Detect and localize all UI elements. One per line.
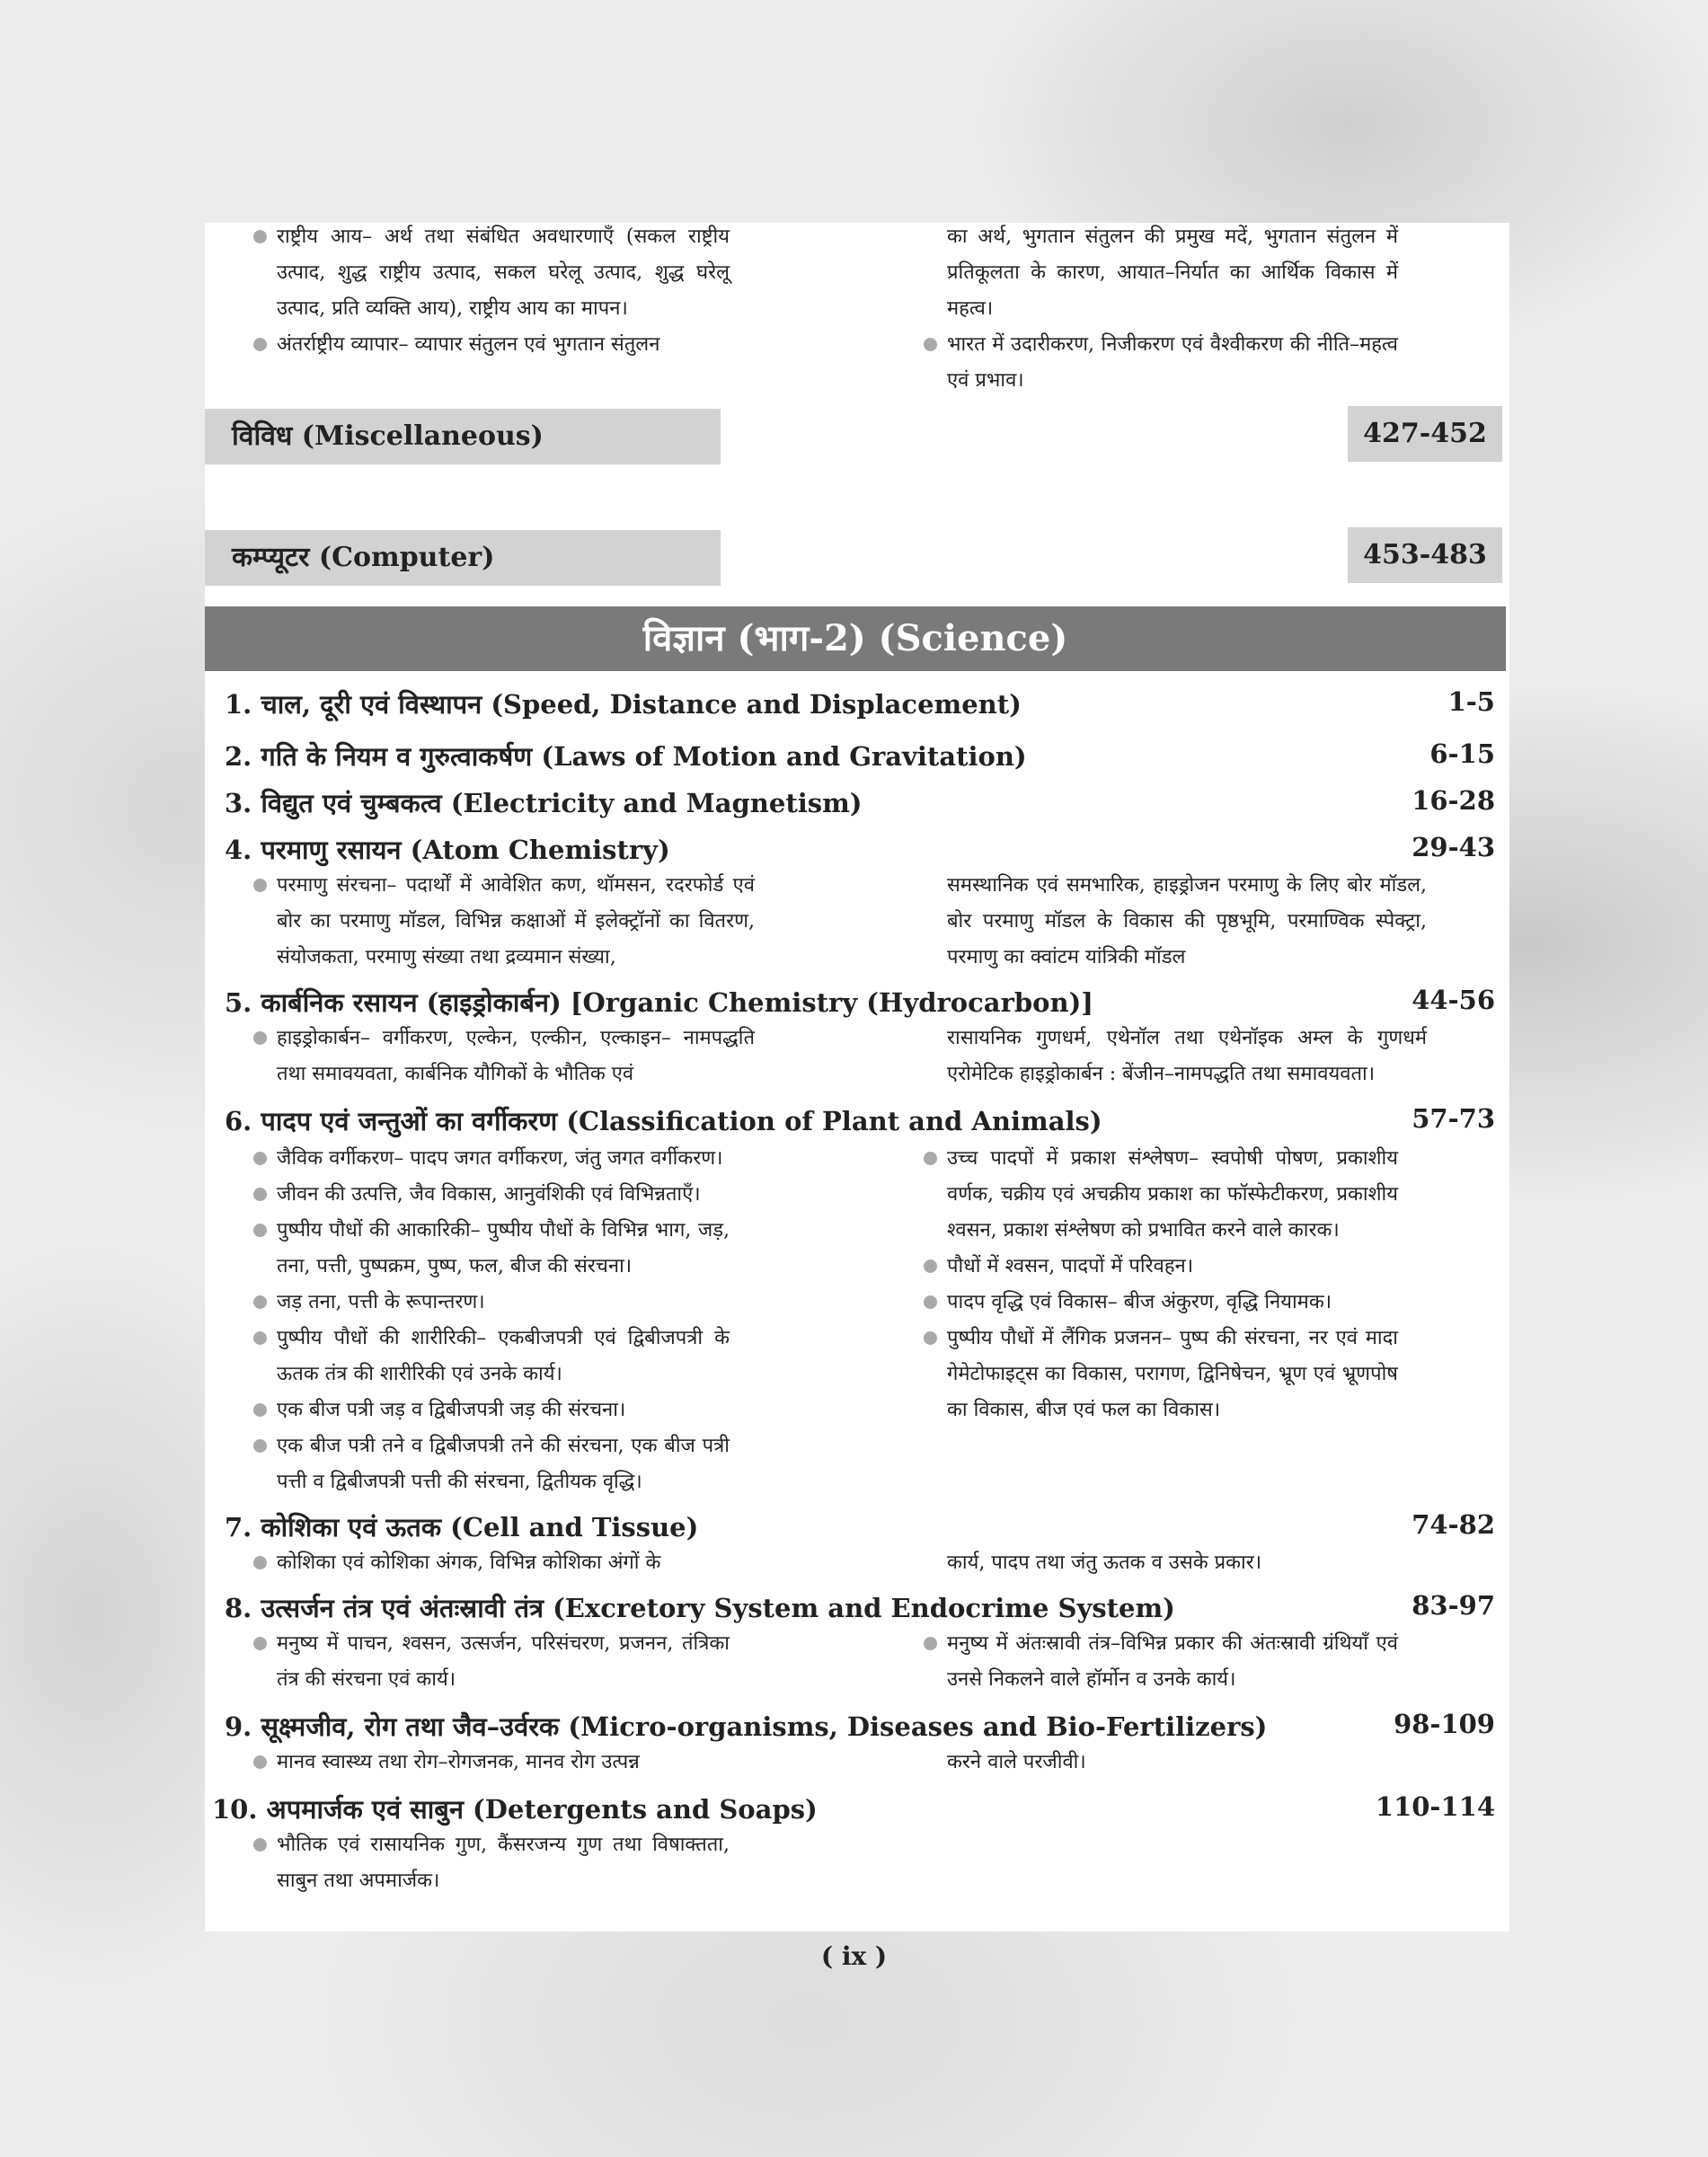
topic-10-left: [252, 1827, 730, 1899]
topic-9-left: [252, 1745, 755, 1781]
topic-pages: 83-97: [1412, 1590, 1495, 1621]
list-item: परमाणु संरचना– पदार्थों में आवेशित कण, थॉमसन, रदरफोर्ड एवं बोर का परमाणु मॉडल, विभिन्न कक्षाओं में इलेक्ट्रॉनों का वितरण, संयोजकता, परमाणु संख्या तथा द्रव्यमान संख्या,: [252, 868, 755, 976]
topic-pages: 29-43: [1412, 832, 1495, 862]
topic-pages: 6-15: [1429, 738, 1495, 769]
top-left-bullets: [252, 219, 730, 363]
list-item-continuation: का अर्थ, भुगतान संतुलन की प्रमुख मदें, भुगतान संतुलन में प्रतिकूलता के कारण, आयात–निर्यात का आर्थिक विकास में महत्व।: [947, 225, 1398, 320]
computer-label: कम्प्यूटर (Computer): [205, 530, 721, 586]
list-item: मनुष्य में पाचन, श्वसन, उत्सर्जन, परिसंचरण, प्रजनन, तंत्रिका तंत्र की संरचना एवं कार्य।: [252, 1626, 730, 1698]
topic-pages: 98-109: [1394, 1709, 1495, 1739]
misc-label: विविध (Miscellaneous): [205, 409, 721, 464]
topic-pages: 74-82: [1412, 1509, 1495, 1540]
top-right-bullets: [922, 219, 1398, 399]
list-item: कोशिका एवं कोशिका अंगक, विभिन्न कोशिका अंगों के: [252, 1545, 755, 1581]
topic-pages: 57-73: [1412, 1103, 1495, 1134]
topic-pages: 16-28: [1412, 785, 1495, 816]
list-item: पादप वृद्धि एवं विकास– बीज अंकुरण, वृद्धि नियामक।: [922, 1285, 1398, 1321]
list-item: जीवन की उत्पत्ति, जैव विकास, आनुवंशिकी एवं विभिन्नताएँ।: [252, 1177, 730, 1213]
list-item: अंतर्राष्ट्रीय व्यापार– व्यापार संतुलन एवं भुगतान संतुलन: [252, 327, 730, 363]
list-item: मनुष्य में अंतःस्रावी तंत्र–विभिन्न प्रकार की अंतःस्रावी ग्रंथियाँ एवं उनसे निकलने वाले हॉर्मोन व उनके कार्य।: [922, 1626, 1398, 1698]
list-item: भारत में उदारीकरण, निजीकरण एवं वैश्वीकरण की नीति–महत्व एवं प्रभाव।: [922, 327, 1398, 399]
topic-title: 10. अपमार्जक एवं साबुन (Detergents and Soaps): [212, 1794, 818, 1825]
topic-pages: 110-114: [1375, 1791, 1495, 1822]
list-item: जैविक वर्गीकरण– पादप जगत वर्गीकरण, जंतु जगत वर्गीकरण।: [252, 1141, 730, 1177]
section-header: विज्ञान (भाग-2) (Science): [205, 606, 1506, 671]
topic-5-left: [252, 1021, 755, 1092]
list-item: पुष्पीय पौधों की आकारिकी– पुष्पीय पौधों के विभिन्न भाग, जड़, तना, पत्ती, पुष्पक्रम, पुष्प, फल, बीज की संरचना।: [252, 1213, 730, 1285]
list-item-continuation: समस्थानिक एवं समभारिक, हाइड्रोजन परमाणु के लिए बोर मॉडल, बोर परमाणु मॉडल के विकास की पृष्ठभूमि, परमाण्विक स्पेक्ट्रा, परमाणु का क्वांटम यांत्रिकी मॉडल: [947, 874, 1427, 968]
topic-title: 1. चाल, दूरी एवं विस्थापन (Speed, Distance and Displacement): [225, 689, 1022, 720]
list-item-continuation: रासायनिक गुणधर्म, एथेनॉल तथा एथेनॉइक अम्ल के गुणधर्म एरोमेटिक हाइड्रोकार्बन : बेंजीन–नामपद्धति तथा समावयवता।: [947, 1027, 1427, 1085]
topic-7-right: [947, 1545, 1427, 1581]
list-item: उच्च पादपों में प्रकाश संश्लेषण– स्वपोषी पोषण, प्रकाशीय वर्णक, चक्रीय एवं अचक्रीय प्रकाश का फॉस्फेटीकरण, प्रकाशीय श्वसन, प्रकाश संश्लेषण को प्रभावित करने वाले कारक।: [922, 1141, 1398, 1249]
topic-7-left: [252, 1545, 755, 1581]
computer-pages: 453-483: [1348, 527, 1502, 583]
list-item: एक बीज पत्री जड़ व द्विबीजपत्री जड़ की संरचना।: [252, 1392, 730, 1428]
list-item-continuation: करने वाले परजीवी।: [947, 1751, 1086, 1773]
topic-title: 7. कोशिका एवं ऊतक (Cell and Tissue): [225, 1512, 699, 1543]
topic-title: 3. विद्युत एवं चुम्बकत्व (Electricity and Magnetism): [225, 788, 863, 818]
list-item: भौतिक एवं रासायनिक गुण, कैंसरजन्य गुण तथा विषाक्तता, साबुन तथा अपमार्जक।: [252, 1827, 730, 1899]
list-item: मानव स्वास्थ्य तथा रोग–रोगजनक, मानव रोग उत्पन्न: [252, 1745, 755, 1781]
topic-title: 4. परमाणु रसायन (Atom Chemistry): [225, 835, 670, 865]
list-item-continuation: कार्य, पादप तथा जंतु ऊतक व उसके प्रकार।: [947, 1551, 1262, 1574]
list-item: पुष्पीय पौधों की शारीरिकी– एकबीजपत्री एवं द्विबीजपत्री के ऊतक तंत्र की शारीरिकी एवं उनके कार्य।: [252, 1321, 730, 1392]
misc-pages: 427-452: [1348, 406, 1502, 462]
topic-pages: 1-5: [1447, 686, 1495, 717]
list-item: पौधों में श्वसन, पादपों में परिवहन।: [922, 1249, 1398, 1285]
topic-5-right: [947, 1021, 1427, 1092]
list-item: हाइड्रोकार्बन– वर्गीकरण, एल्केन, एल्कीन, एल्काइन– नामपद्धति तथा समावयवता, कार्बनिक यौगिकों के भौतिक एवं: [252, 1021, 755, 1092]
topic-9-right: [947, 1745, 1427, 1781]
topic-6-left: [252, 1141, 730, 1500]
topic-4-left: [252, 868, 755, 976]
topic-6-right: [922, 1141, 1398, 1428]
page-number: ( ix ): [820, 1941, 888, 1971]
list-item: एक बीज पत्री तने व द्विबीजपत्री तने की संरचना, एक बीज पत्री पत्ती व द्विबीजपत्री पत्ती की संरचना, द्वितीयक वृद्धि।: [252, 1428, 730, 1500]
topic-pages: 44-56: [1412, 985, 1495, 1015]
list-item: जड़ तना, पत्ती के रूपान्तरण।: [252, 1285, 730, 1321]
topic-title: 6. पादप एवं जन्तुओं का वर्गीकरण (Classification of Plant and Animals): [225, 1106, 1102, 1136]
list-item: राष्ट्रीय आय– अर्थ तथा संबंधित अवधारणाएँ (सकल राष्ट्रीय उत्पाद, शुद्ध राष्ट्रीय उत्पाद, सकल घरेलू उत्पाद, शुद्ध घरेलू उत्पाद, प्रति व्यक्ति आय), राष्ट्रीय आय का मापन।: [252, 219, 730, 327]
topic-title: 9. सूक्ष्मजीव, रोग तथा जैव–उर्वरक (Micro-organisms, Diseases and Bio-Fertilizers): [225, 1711, 1268, 1742]
topic-title: 2. गति के नियम व गुरुत्वाकर्षण (Laws of Motion and Gravitation): [225, 741, 1027, 772]
topic-title: 5. कार्बनिक रसायन (हाइड्रोकार्बन) [Organic Chemistry (Hydrocarbon)]: [225, 987, 1094, 1018]
topic-title: 8. उत्सर्जन तंत्र एवं अंतःस्रावी तंत्र (Excretory System and Endocrime System): [225, 1593, 1175, 1623]
topic-8-left: [252, 1626, 730, 1698]
topic-4-right: [947, 868, 1427, 976]
list-item: पुष्पीय पौधों में लैंगिक प्रजनन– पुष्प की संरचना, नर एवं मादा गेमेटोफाइट्स का विकास, परागण, द्विनिषेचन, भ्रूण एवं भ्रूणपोष का विकास, बीज एवं फल का विकास।: [922, 1321, 1398, 1428]
topic-8-right: [922, 1626, 1398, 1698]
